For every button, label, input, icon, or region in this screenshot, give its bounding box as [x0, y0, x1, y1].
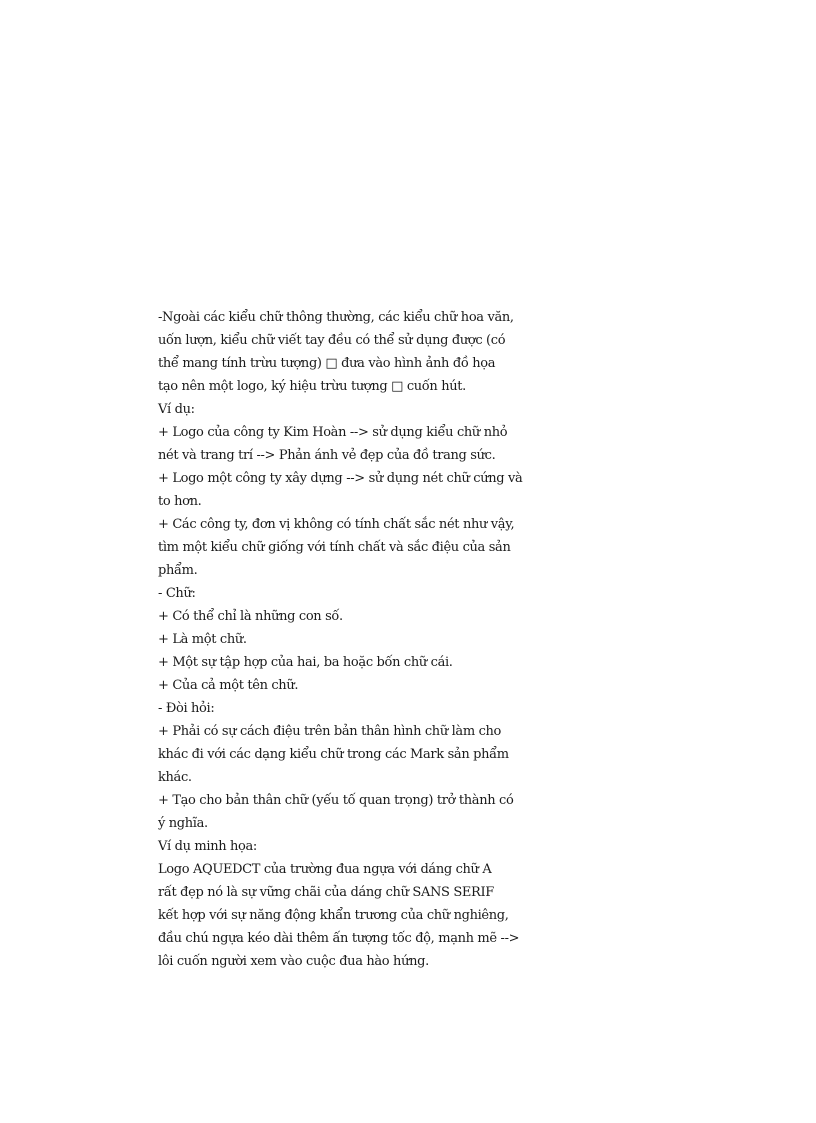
text-line: tìm một kiểu chữ giống với tính chất và sắc điệu của sản: [158, 540, 511, 555]
text-line: đầu chú ngựa kéo dài thêm ấn tượng tốc độ, mạnh mẽ -->: [158, 931, 520, 946]
text-line: + Tạo cho bản thân chữ (yếu tố quan trọng) trở thành có: [158, 793, 514, 808]
text-line: ý nghĩa.: [158, 816, 208, 831]
text-line: tạo nên một logo, ký hiệu trừu tượng □ cuốn hút.: [158, 379, 466, 394]
text-line: khác.: [158, 770, 192, 785]
text-line: rất đẹp nó là sự vững chãi của dáng chữ SANS SERIF: [158, 885, 494, 900]
text-line: + Các công ty, đơn vị không có tính chất sắc nét như vậy,: [158, 517, 515, 532]
text-line: nét và trang trí --> Phản ánh vẻ đẹp của đồ trang sức.: [158, 448, 496, 463]
text-line: + Có thể chỉ là những con số.: [158, 609, 343, 624]
text-line: Ví dụ:: [158, 402, 195, 417]
text-line: khác đi với các dạng kiểu chữ trong các Mark sản phẩm: [158, 747, 509, 762]
text-line: + Là một chữ.: [158, 632, 247, 647]
text-line: phẩm.: [158, 563, 198, 578]
text-line: - Chữ:: [158, 586, 196, 601]
text-line: kết hợp với sự năng động khẩn trương của chữ nghiêng,: [158, 908, 509, 923]
text-line: lôi cuốn người xem vào cuộc đua hào hứng.: [158, 954, 429, 969]
text-line: + Logo một công ty xây dựng --> sử dụng nét chữ cứng và: [158, 471, 523, 486]
document-body: [158, 306, 530, 973]
text-line: + Của cả một tên chữ.: [158, 678, 299, 693]
text-line: + Phải có sự cách điệu trên bản thân hình chữ làm cho: [158, 724, 502, 739]
text-line: -Ngoài các kiểu chữ thông thường, các kiểu chữ hoa văn,: [158, 310, 514, 325]
text-line: Ví dụ minh họa:: [158, 839, 257, 854]
text-line: Logo AQUEDCT của trường đua ngựa với dáng chữ A: [158, 862, 492, 877]
text-line: thể mang tính trừu tượng) □ đưa vào hình ảnh đồ họa: [158, 356, 496, 371]
text-line: - Đòi hỏi:: [158, 701, 215, 716]
text-line: to hơn.: [158, 494, 202, 509]
text-line: uốn lượn, kiểu chữ viết tay đều có thể sử dụng được (có: [158, 333, 506, 348]
text-line: + Logo của công ty Kim Hoàn --> sử dụng kiểu chữ nhỏ: [158, 425, 508, 440]
text-line: + Một sự tập hợp của hai, ba hoặc bốn chữ cái.: [158, 655, 453, 670]
